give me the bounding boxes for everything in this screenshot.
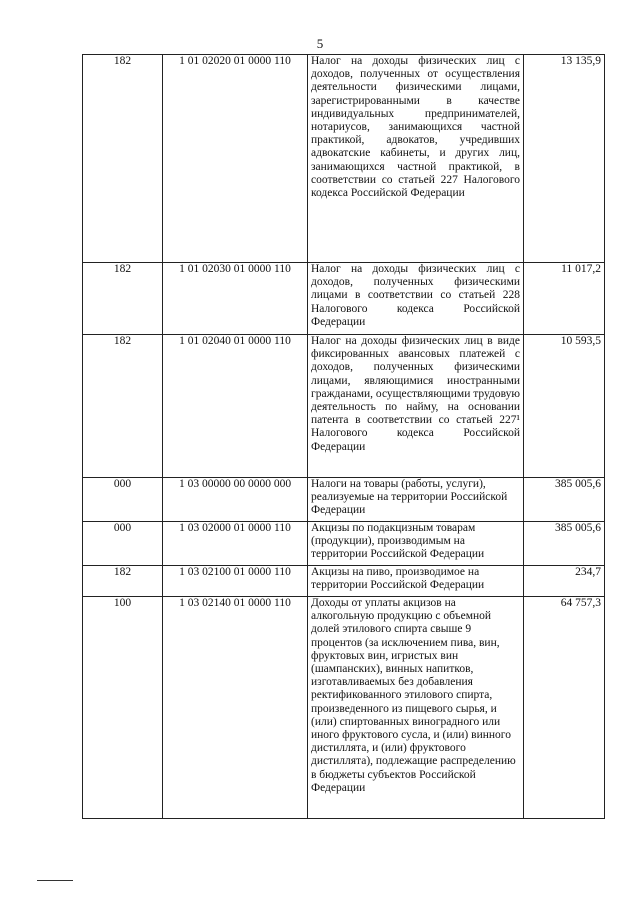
admin-code-cell: 182 bbox=[83, 566, 163, 597]
admin-code-cell: 000 bbox=[83, 478, 163, 522]
admin-code-cell: 182 bbox=[83, 335, 163, 478]
revenue-name-cell: Налоги на товары (работы, услуги), реализуемые на территории Российской Федерации bbox=[308, 478, 524, 522]
budget-code-cell: 1 03 02000 01 0000 110 bbox=[163, 522, 308, 566]
budget-code-cell: 1 03 00000 00 0000 000 bbox=[163, 478, 308, 522]
revenue-name-cell: Налог на доходы физических лиц с доходов, полученных от осуществления деятельности физическими лицами, зарегистрированными в качестве индивидуальных предпринимателей, нотариусов, занимающихся частной практикой, адвокатов, учредивших адвокатские кабинеты, и других лиц, занимающихся частной практикой, в соответствии со статьей 227 Налогового кодекса Российской Федерации bbox=[308, 55, 524, 263]
footnote-separator bbox=[37, 880, 73, 881]
table-row bbox=[83, 335, 605, 478]
table-row bbox=[83, 522, 605, 566]
amount-cell: 234,7 bbox=[524, 566, 605, 597]
admin-code-cell: 182 bbox=[83, 263, 163, 335]
amount-cell: 385 005,6 bbox=[524, 522, 605, 566]
admin-code-cell: 000 bbox=[83, 522, 163, 566]
budget-code-cell: 1 03 02100 01 0000 110 bbox=[163, 566, 308, 597]
amount-cell: 64 757,3 bbox=[524, 597, 605, 819]
revenue-name-cell: Акцизы по подакцизным товарам (продукции), производимым на территории Российской Федерации bbox=[308, 522, 524, 566]
revenue-name-cell: Акцизы на пиво, производимое на территории Российской Федерации bbox=[308, 566, 524, 597]
amount-cell: 13 135,9 bbox=[524, 55, 605, 263]
revenue-name-cell: Доходы от уплаты акцизов на алкогольную продукцию с объемной долей этилового спирта свыше 9 процентов (за исключением пива, вин, фруктовых вин, игристых вин (шампанских), винных напитков, изготавливаемых без добавления ректификованного этилового спирта, произведенного из пищевого сырья, и (или) спиртованных виноградного или иного фруктового сусла, и (или) винного дистиллята, и (или) фруктового дистиллята), подлежащие распределению в бюджеты субъектов Российской Федерации bbox=[308, 597, 524, 819]
budget-code-cell: 1 01 02030 01 0000 110 bbox=[163, 263, 308, 335]
admin-code-cell: 100 bbox=[83, 597, 163, 819]
admin-code-cell: 182 bbox=[83, 55, 163, 263]
budget-code-cell: 1 03 02140 01 0000 110 bbox=[163, 597, 308, 819]
budget-code-cell: 1 01 02020 01 0000 110 bbox=[163, 55, 308, 263]
amount-cell: 11 017,2 bbox=[524, 263, 605, 335]
amount-cell: 385 005,6 bbox=[524, 478, 605, 522]
table-row bbox=[83, 263, 605, 335]
table-row bbox=[83, 566, 605, 597]
amount-cell: 10 593,5 bbox=[524, 335, 605, 478]
revenue-name-cell: Налог на доходы физических лиц в виде фиксированных авансовых платежей с доходов, полученных физическими лицами, являющимися иностранными гражданами, осуществляющими трудовую деятельность по найму, на основании патента в соответствии со статьей 227¹ Налогового кодекса Российской Федерации bbox=[308, 335, 524, 478]
table-row bbox=[83, 597, 605, 819]
page-number: 5 bbox=[316, 36, 324, 51]
table-row bbox=[83, 478, 605, 522]
revenue-table bbox=[82, 54, 605, 819]
table-row bbox=[83, 55, 605, 263]
budget-code-cell: 1 01 02040 01 0000 110 bbox=[163, 335, 308, 478]
revenue-name-cell: Налог на доходы физических лиц с доходов, полученных физическими лицами в соответствии со статьей 228 Налогового кодекса Российской Федерации bbox=[308, 263, 524, 335]
